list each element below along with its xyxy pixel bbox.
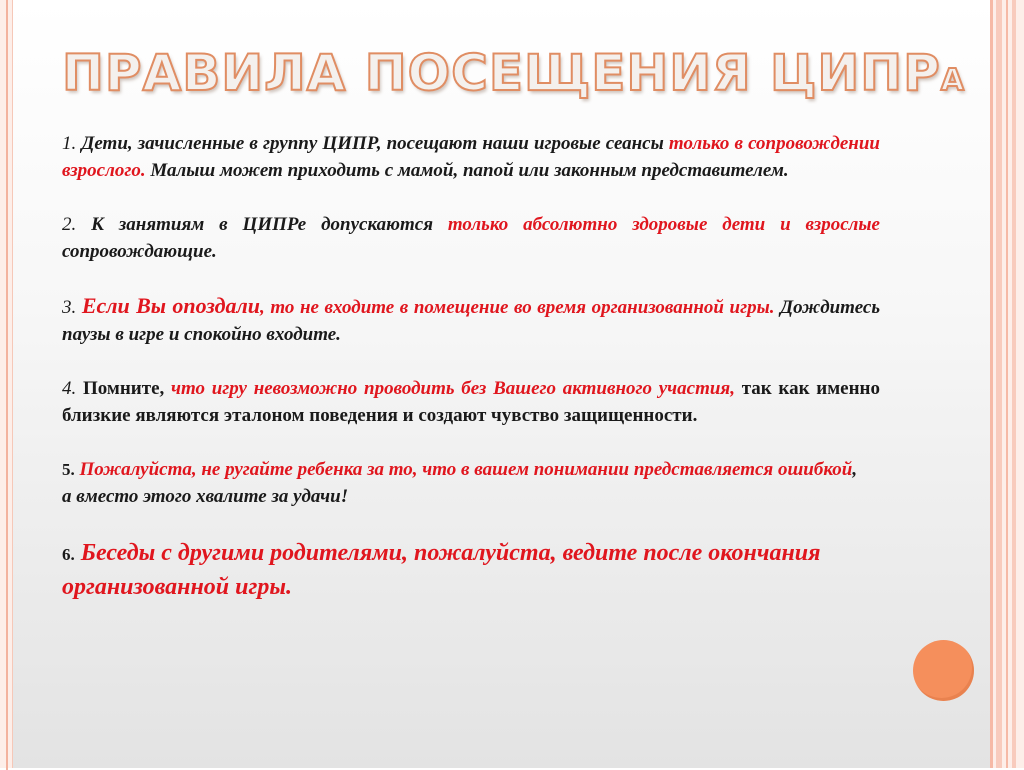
rule-number: 4. [62,378,77,399]
decorative-circle [913,640,974,701]
rule-item-1 [62,130,880,184]
decorative-stripe [990,0,993,768]
rule-text-highlight: Если Вы опоздали [81,293,261,318]
rule-text: , а вместо этого хвалите за удачи! [62,459,858,507]
rule-number: 1. [62,133,77,154]
rule-text-highlight: только в сопровождении взрослого. [62,133,880,181]
rule-item-4 [62,375,880,429]
decorative-stripe [996,0,1002,768]
slide-title-main: ПРАВИЛА ПОСЕЩЕНИЯ ЦИПР [62,44,941,102]
rule-item-2 [62,211,880,265]
rule-text: К занятиям в ЦИПРе допускаются [76,214,448,235]
rule-text: Дети, зачисленные в группу ЦИПР, посещают наши игровые сеансы [76,133,669,154]
rule-text: Помните, [76,378,171,399]
rule-text-highlight: Беседы с другими родителями, пожалуйста, ведите после окончания организованной игры. [62,540,821,600]
slide-title-suffix: А [940,63,965,98]
rule-number: 2. [62,214,77,235]
rule-text: так как именно близкие являются эталоном поведения и создают чувство защищенности. [62,378,880,426]
decorative-stripe [1012,0,1016,768]
rule-text: сопровождающие. [62,241,217,262]
rule-text-highlight: Пожалуйста, не ругайте ребенка за то, что в вашем понимании представляется ошибкой [74,459,853,480]
rule-text-highlight: только абсолютно здоровые дети и взрослые [447,214,880,235]
rules-list [62,130,880,631]
rule-number: 6. [62,545,75,564]
rule-number: 3. [62,297,77,318]
rule-text-highlight: что игру невозможно проводить без Вашего активного участия, [170,378,735,399]
rule-item-5 [62,456,862,510]
rule-item-6 [62,537,822,604]
rule-number: 5. [62,460,75,479]
slide-title [62,44,965,114]
decorative-stripe [1006,0,1008,768]
rule-text: Малыш может приходить с мамой, папой или законным представителем. [145,160,789,181]
rule-text-highlight: , то не входите в помещение во время организованной игры. [260,297,775,318]
rule-text: Дождитесь паузы в игре и спокойно входите. [62,297,881,345]
rule-item-3 [62,292,880,348]
